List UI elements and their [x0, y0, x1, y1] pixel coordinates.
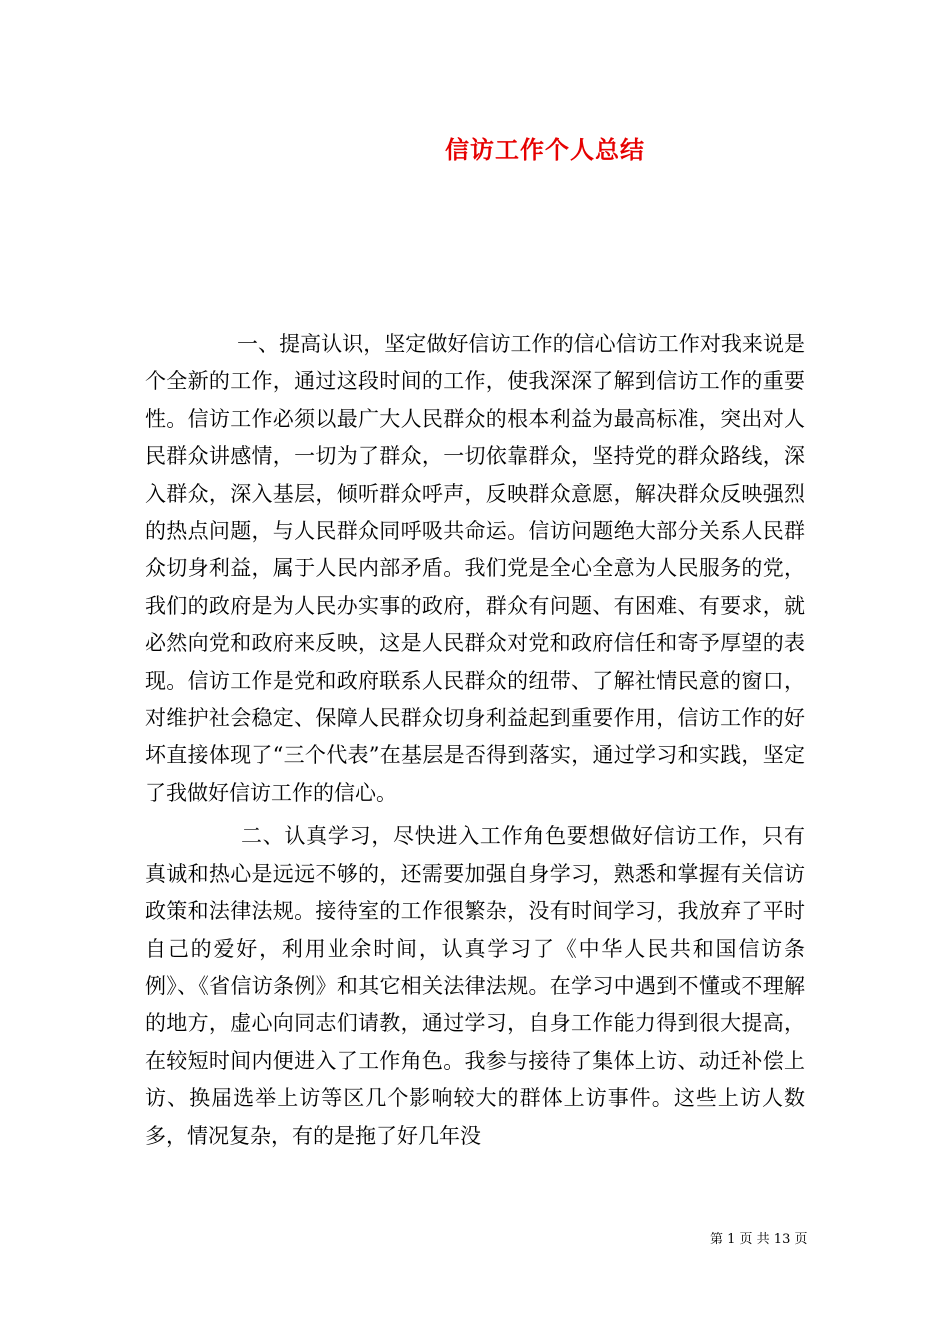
page-number-footer: 第 1 页 共 13 页 [710, 1232, 808, 1247]
paragraph-1: 一、提高认识，坚定做好信访工作的信心信访工作对我来说是个全新的工作，通过这段时间的工作，使我深深了解到信访工作的重要性。信访工作必须以最广大人民群众的根本利益为最高标准，突出对人民群众讲感情，一切为了群众，一切依靠群众，坚持党的群众路线，深入群众，深入基层，倾听群众呼声，反映群众意愿，解决群众反映强烈的热点问题，与人民群众同呼吸共命运。信访问题绝大部分关系人民群众切身利益，属于人民内部矛盾。我们党是全心全意为人民服务的党，我们的政府是为人民办实事的政府，群众有问题、有困难、有要求，就必然向党和政府来反映，这是人民群众对党和政府信任和寄予厚望的表现。信访工作是党和政府联系人民群众的纽带、了解社情民意的窗口，对维护社会稳定、保障人民群众切身利益起到重要作用，信访工作的好坏直接体现了“三个代表”在基层是否得到落实，通过学习和实践，坚定了我做好信访工作的信心。 [145, 332, 805, 805]
document-body [145, 326, 805, 1155]
paragraph-2: 二、认真学习，尽快进入工作角色要想做好信访工作，只有真诚和热心是远远不够的，还需要加强自身学习，熟悉和掌握有关信访政策和法律法规。接待室的工作很繁杂，没有时间学习，我放弃了平时自己的爱好，利用业余时间，认真学习了《中华人民共和国信访条例》、《省信访条例》和其它相关法律法规。在学习中遇到不懂或不理解的地方，虚心向同志们请教，通过学习，自身工作能力得到很大提高，在较短时间内便进入了工作角色。我参与接待了集体上访、动迁补偿上访、换届选举上访等区几个影响较大的群体上访事件。这些上访人数多，情况复杂，有的是拖了好几年没 [145, 824, 805, 1148]
document-title: 信访工作个人总结 [445, 135, 645, 164]
